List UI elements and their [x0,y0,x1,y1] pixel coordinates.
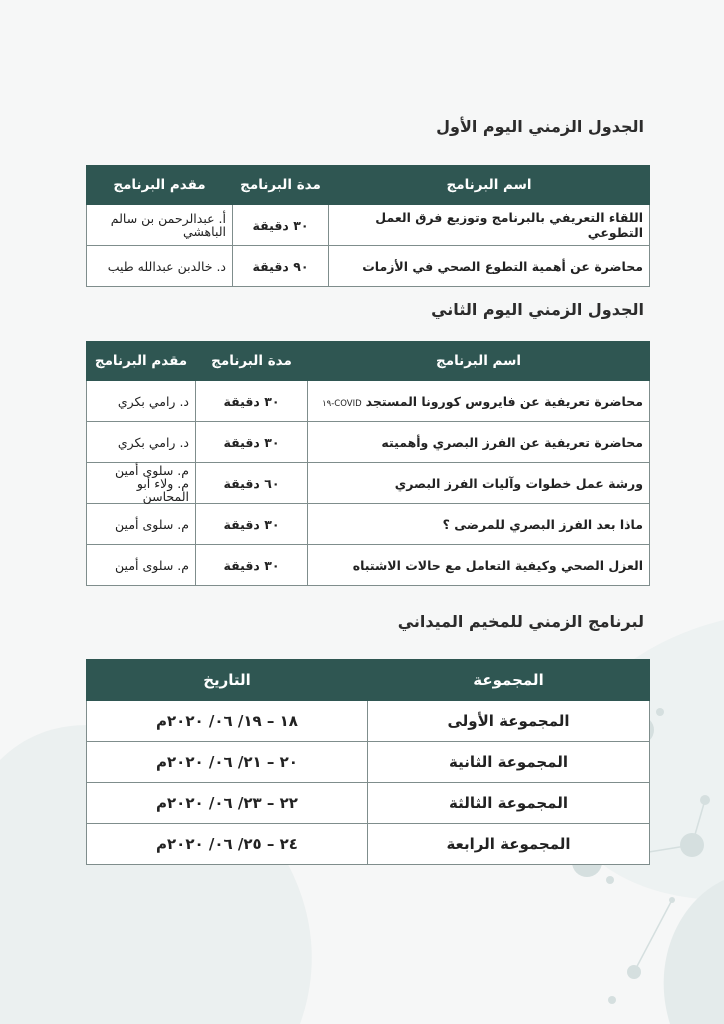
table-row [87,545,650,586]
header-group: المجموعة [368,660,650,701]
table-row [87,783,650,824]
program-presenter: أ. عبدالرحمن بن سالم الباهشي [87,205,233,246]
day1-schedule-table [86,165,650,287]
header-presenter: مقدم البرنامج [87,166,233,205]
program-presenter: د. رامي بكري [87,381,196,422]
table-row [87,504,650,545]
table-row [87,701,650,742]
group-date: ٢٢ – ٢٣/ ٠٦/ ٢٠٢٠م [87,783,368,824]
program-duration: ٣٠ دقيقة [196,422,308,463]
program-name: العزل الصحي وكيفية التعامل مع حالات الاشتباه [308,545,650,586]
table-row [87,742,650,783]
program-presenter: د. رامي بكري [87,422,196,463]
camp-schedule-table [86,659,650,865]
program-name-text: محاضرة تعريفية عن فايروس كورونا المستجد [365,393,643,409]
day2-title: الجدول الزمني اليوم الثاني [431,300,644,319]
program-name: محاضرة عن أهمية التطوع الصحي في الأزمات [329,246,650,287]
header-duration: مدة البرنامج [196,342,308,381]
program-name: ماذا بعد الفرز البصري للمرضى ؟ [308,504,650,545]
program-duration: ٣٠ دقيقة [233,205,329,246]
day2-schedule-table [86,341,650,586]
table-row [87,246,650,287]
presenter-line-1: م. سلوى أمين [115,462,189,478]
program-presenter: م. سلوى أمين [87,545,196,586]
group-name: المجموعة الأولى [368,701,650,742]
header-duration: مدة البرنامج [233,166,329,205]
table-row [87,422,650,463]
header-presenter: مقدم البرنامج [87,342,196,381]
program-duration: ٣٠ دقيقة [196,381,308,422]
program-duration: ٩٠ دقيقة [233,246,329,287]
group-name: المجموعة الرابعة [368,824,650,865]
table-row [87,824,650,865]
program-duration: ٣٠ دقيقة [196,504,308,545]
header-date: التاريخ [87,660,368,701]
program-name: محاضرة تعريفية عن الفرز البصري وأهميته [308,422,650,463]
program-name: اللقاء التعريفي بالبرنامج وتوزيع فرق العمل التطوعي [329,205,650,246]
table-header-row [87,342,650,381]
group-name: المجموعة الثانية [368,742,650,783]
table-row [87,381,650,422]
program-presenter: د. خالدبن عبدالله طيب [87,246,233,287]
program-duration: ٦٠ دقيقة [196,463,308,504]
program-presenter [87,463,196,504]
program-duration: ٣٠ دقيقة [196,545,308,586]
camp-title: لبرنامج الزمني للمخيم الميداني [397,612,644,631]
day1-title: الجدول الزمني اليوم الأول [436,117,644,136]
program-name [308,381,650,422]
table-row [87,463,650,504]
group-date: ١٨ – ١٩/ ٠٦/ ٢٠٢٠م [87,701,368,742]
group-name: المجموعة الثالثة [368,783,650,824]
header-program-name: اسم البرنامج [329,166,650,205]
presenter-line-2: م. ولاء أبو المحاسن [136,475,189,504]
header-program-name: اسم البرنامج [308,342,650,381]
group-date: ٢٤ – ٢٥/ ٠٦/ ٢٠٢٠م [87,824,368,865]
group-date: ٢٠ – ٢١/ ٠٦/ ٢٠٢٠م [87,742,368,783]
program-name: ورشة عمل خطوات وآليات الفرز البصري [308,463,650,504]
program-presenter: م. سلوى أمين [87,504,196,545]
table-row [87,205,650,246]
table-header-row [87,166,650,205]
table-header-row [87,660,650,701]
covid-tag: COVID-١٩ [322,398,362,409]
